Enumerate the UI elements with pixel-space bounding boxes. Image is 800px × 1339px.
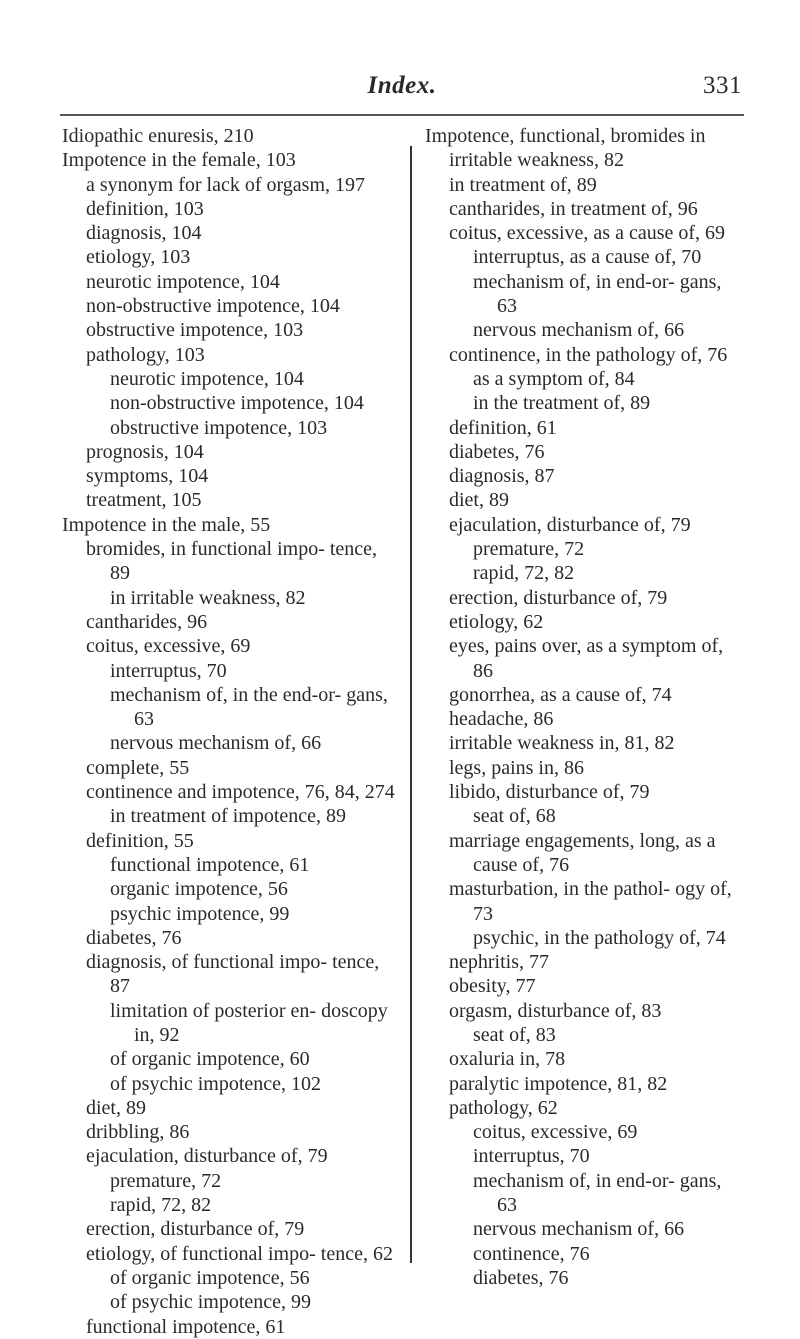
index-entry: masturbation, in the pathol- ogy of, 73	[449, 878, 732, 925]
index-entry: etiology, of functional impo- tence, 62	[86, 1242, 393, 1265]
index-entry: coitus, excessive, 69	[86, 635, 251, 658]
index-entry: organic impotence, 56	[110, 878, 288, 901]
index-entry: continence, 76	[473, 1242, 590, 1265]
index-entry: diet, 89	[86, 1096, 146, 1119]
index-entry: definition, 61	[449, 416, 557, 439]
index-entry: premature, 72	[110, 1169, 222, 1192]
index-entry: diagnosis, 104	[86, 222, 202, 245]
index-entry: Idiopathic enuresis, 210	[62, 125, 254, 147]
index-entry: non-obstructive impotence, 104	[110, 392, 364, 415]
index-entry: neurotic impotence, 104	[110, 367, 304, 390]
index-entry: obesity, 77	[449, 975, 536, 998]
index-column-right	[425, 124, 745, 1290]
index-entry: irritable weakness in, 81, 82	[449, 732, 675, 755]
index-entry: Impotence, functional, bromides in irritable weakness, 82	[425, 125, 706, 172]
index-entry: in the treatment of, 89	[473, 392, 651, 415]
index-entry: nervous mechanism of, 66	[473, 1218, 685, 1241]
index-entry: limitation of posterior en- doscopy in, 92	[110, 999, 388, 1046]
index-entry: dribbling, 86	[86, 1121, 190, 1144]
index-entry: diet, 89	[449, 489, 509, 512]
index-entry: diagnosis, of functional impo- tence, 87	[86, 951, 380, 998]
index-entry: cantharides, 96	[86, 610, 208, 633]
page-title: Index.	[367, 72, 437, 99]
index-entry: continence and impotence, 76, 84, 274	[86, 781, 395, 804]
index-entry: Impotence in the female, 103	[62, 149, 296, 172]
index-entry: gonorrhea, as a cause of, 74	[449, 683, 672, 706]
index-entry: interruptus, as a cause of, 70	[473, 246, 702, 269]
index-entry: seat of, 68	[473, 805, 556, 828]
header-rule	[60, 114, 744, 116]
index-entry: in treatment of impotence, 89	[110, 805, 347, 828]
index-entry: diabetes, 76	[449, 440, 545, 463]
index-entry: obstructive impotence, 103	[86, 319, 304, 342]
index-entry: interruptus, 70	[110, 659, 227, 682]
index-entry: diabetes, 76	[473, 1266, 569, 1289]
index-entry: premature, 72	[473, 538, 585, 561]
index-entry: rapid, 72, 82	[110, 1194, 212, 1217]
index-entry: of psychic impotence, 102	[110, 1072, 322, 1095]
index-entry: rapid, 72, 82	[473, 562, 575, 585]
index-entry: of organic impotence, 60	[110, 1048, 310, 1071]
index-entry: marriage engagements, long, as a cause of, 76	[449, 829, 716, 876]
index-entry: obstructive impotence, 103	[110, 416, 328, 439]
index-entry: interruptus, 70	[473, 1145, 590, 1168]
index-entry: diagnosis, 87	[449, 465, 555, 488]
index-entry: of psychic impotence, 99	[110, 1291, 312, 1314]
index-entry: orgasm, disturbance of, 83	[449, 999, 662, 1022]
index-entry: coitus, excessive, as a cause of, 69	[449, 222, 726, 245]
index-entry: headache, 86	[449, 708, 554, 731]
index-entry: neurotic impotence, 104	[86, 270, 280, 293]
index-entry: in treatment of, 89	[449, 173, 597, 196]
index-entry: etiology, 103	[86, 246, 191, 269]
index-entry: non-obstructive impotence, 104	[86, 295, 340, 318]
index-entry: prognosis, 104	[86, 440, 204, 463]
index-entry: functional impotence, 61	[86, 1315, 286, 1338]
index-entry: as a symptom of, 84	[473, 367, 635, 390]
index-entry: pathology, 103	[86, 343, 205, 366]
index-entry: psychic, in the pathology of, 74	[473, 926, 726, 949]
index-entry: complete, 55	[86, 756, 190, 779]
index-entry: definition, 55	[86, 829, 194, 852]
index-entry: oxaluria in, 78	[449, 1048, 566, 1071]
page-header	[62, 72, 742, 108]
column-divider	[410, 146, 412, 1263]
index-entry: eyes, pains over, as a symptom of, 86	[449, 635, 724, 682]
index-entry: a synonym for lack of orgasm, 197	[86, 173, 366, 196]
index-entry: definition, 103	[86, 197, 204, 220]
index-entry: bromides, in functional impo- tence, 89	[86, 538, 378, 585]
index-entry: nervous mechanism of, 66	[110, 732, 322, 755]
index-entry: nervous mechanism of, 66	[473, 319, 685, 342]
index-entry: Impotence in the male, 55	[62, 513, 271, 536]
index-entry: mechanism of, in end-or- gans, 63	[473, 1169, 722, 1217]
index-entry: treatment, 105	[86, 489, 202, 512]
index-entry: symptoms, 104	[86, 465, 209, 488]
index-column-left	[62, 124, 402, 1339]
page-number: 331	[703, 72, 742, 99]
index-entry: cantharides, in treatment of, 96	[449, 197, 698, 220]
index-entry: diabetes, 76	[86, 926, 182, 949]
index-entry: nephritis, 77	[449, 951, 549, 974]
index-entry: etiology, 62	[449, 610, 544, 633]
index-entry: libido, disturbance of, 79	[449, 781, 650, 804]
index-entry: psychic impotence, 99	[110, 902, 290, 925]
index-entry: coitus, excessive, 69	[473, 1121, 638, 1144]
index-entry: of organic impotence, 56	[110, 1266, 310, 1289]
index-entry: seat of, 83	[473, 1023, 556, 1046]
index-entry: legs, pains in, 86	[449, 756, 584, 779]
index-entry: ejaculation, disturbance of, 79	[86, 1145, 328, 1168]
index-entry: erection, disturbance of, 79	[86, 1218, 305, 1241]
index-entry: ejaculation, disturbance of, 79	[449, 513, 691, 536]
index-entry: continence, in the pathology of, 76	[449, 343, 728, 366]
index-entry: in irritable weakness, 82	[110, 586, 306, 609]
index-entry: erection, disturbance of, 79	[449, 586, 668, 609]
index-entry: functional impotence, 61	[110, 853, 310, 876]
index-entry: paralytic impotence, 81, 82	[449, 1072, 668, 1095]
index-entry: mechanism of, in end-or- gans, 63	[473, 270, 722, 318]
index-entry: pathology, 62	[449, 1096, 558, 1119]
index-entry: mechanism of, in the end-or- gans, 63	[110, 683, 388, 731]
